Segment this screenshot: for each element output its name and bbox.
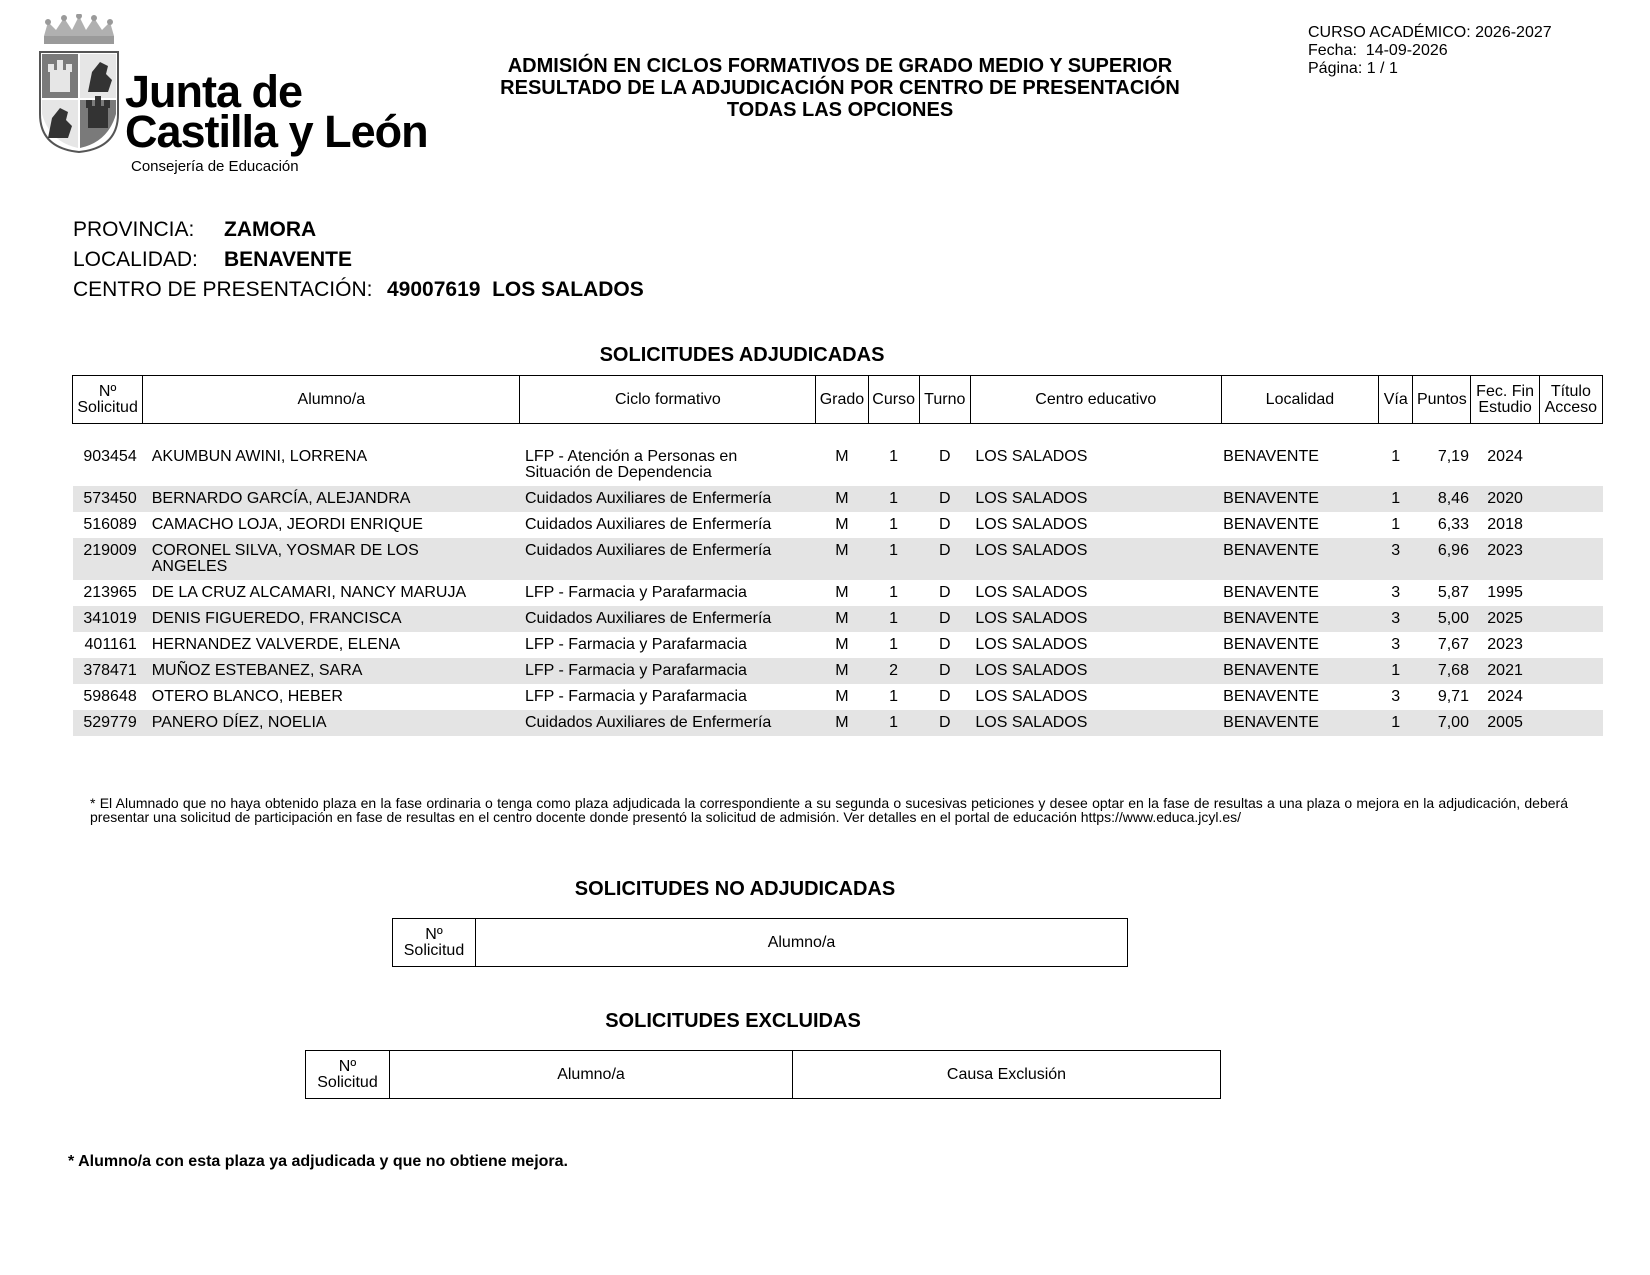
cell-grado: M (835, 584, 849, 601)
col-causa-exclusion: Causa Exclusión (793, 1051, 1221, 1099)
table-row (73, 632, 1603, 658)
cell-titulo-acceso (1539, 486, 1602, 512)
cell-ciclo: Cuidados Auxiliares de Enfermería (520, 486, 816, 512)
cell-ciclo: Cuidados Auxiliares de Enfermería (524, 516, 772, 533)
col-curso: Curso (868, 376, 919, 424)
table-row (73, 658, 1603, 684)
cell-alumno: AKUMBUN AWINI, LORRENA (151, 448, 368, 465)
table-header-row (73, 376, 1603, 424)
cell-curso: 1 (889, 584, 899, 601)
cell-fec-fin: 1995 (1487, 584, 1523, 601)
col-localidad: Localidad (1221, 376, 1379, 424)
cell-turno: D (939, 636, 951, 653)
cell-alumno: DE LA CRUZ ALCAMARI, NANCY MARUJA (151, 584, 467, 601)
cell-alumno: DENIS FIGUEREDO, FRANCISCA (143, 606, 520, 632)
cell-fec-fin: 2005 (1471, 710, 1539, 736)
cell-via: 3 (1379, 606, 1413, 632)
cell-localidad: BENAVENTE (1221, 658, 1379, 684)
cell-grado: M (835, 516, 849, 533)
academic-year: CURSO ACADÉMICO: 2026-2027 (1308, 24, 1552, 41)
cell-turno: D (939, 516, 951, 533)
table-row (73, 512, 1603, 538)
cell-num-solicitud: 516089 (83, 516, 137, 533)
cell-titulo-acceso (1539, 606, 1602, 632)
cell-localidad: BENAVENTE (1221, 486, 1379, 512)
cell-via: 1 (1391, 448, 1401, 465)
report-title-line1: ADMISIÓN EN CICLOS FORMATIVOS DE GRADO MEDIO Y SUPERIOR (507, 55, 1173, 77)
cell-num-solicitud: 213965 (83, 584, 137, 601)
cell-grado: M (835, 636, 849, 653)
cell-ciclo: LFP - Atención a Personas en Situación de Dependencia (524, 448, 738, 481)
cell-titulo-acceso (1539, 538, 1602, 580)
cell-turno: D (919, 486, 970, 512)
table-header-row (393, 919, 1128, 967)
cell-fec-fin: 2018 (1487, 516, 1523, 533)
col-grado: Grado (816, 376, 868, 424)
logo-subtitle: Consejería de Educación (131, 158, 299, 175)
cell-titulo-acceso (1539, 710, 1602, 736)
col-num-solicitud: Nº Solicitud (393, 919, 476, 967)
cell-ciclo: Cuidados Auxiliares de Enfermería (520, 606, 816, 632)
provincia-value: ZAMORA (224, 218, 317, 241)
cell-alumno: OTERO BLANCO, HEBER (151, 688, 343, 705)
cell-via: 3 (1391, 584, 1401, 601)
cell-turno: D (939, 448, 951, 465)
col-num-solicitud: Nº Solicitud (73, 376, 143, 424)
cell-localidad: BENAVENTE (1221, 538, 1379, 580)
cell-titulo-acceso (1539, 632, 1602, 658)
cell-titulo-acceso (1539, 684, 1602, 710)
cell-via: 3 (1379, 538, 1413, 580)
cell-turno: D (919, 658, 970, 684)
cell-titulo-acceso (1539, 580, 1602, 606)
table-row (73, 538, 1603, 580)
cell-localidad: BENAVENTE (1223, 516, 1319, 533)
logo-text-line1: Junta de (125, 66, 303, 117)
cell-turno: D (939, 688, 951, 705)
cell-centro: LOS SALADOS (970, 658, 1221, 684)
cell-via: 1 (1379, 658, 1413, 684)
table-row (73, 486, 1603, 512)
cell-puntos: 5,00 (1413, 606, 1471, 632)
no-adjudicadas-title: SOLICITUDES NO ADJUDICADAS (574, 878, 896, 900)
cell-curso: 1 (868, 538, 919, 580)
cell-curso: 1 (889, 688, 899, 705)
col-turno: Turno (919, 376, 970, 424)
cell-centro: LOS SALADOS (975, 688, 1088, 705)
cell-curso: 2 (868, 658, 919, 684)
col-titulo-acceso: Título Acceso (1539, 376, 1602, 424)
cell-alumno: HERNANDEZ VALVERDE, ELENA (151, 636, 401, 653)
report-title-line3: TODAS LAS OPCIONES (726, 99, 954, 121)
cell-grado: M (816, 486, 868, 512)
table-row (73, 606, 1603, 632)
cell-curso: 1 (889, 636, 899, 653)
cell-num-solicitud: 401161 (84, 636, 137, 653)
cell-puntos: 6,96 (1413, 538, 1471, 580)
cell-curso: 1 (889, 448, 899, 465)
cell-num-solicitud: 598648 (83, 688, 137, 705)
cell-grado: M (816, 606, 868, 632)
cell-ciclo: LFP - Farmacia y Parafarmacia (520, 658, 816, 684)
cell-puntos: 7,00 (1413, 710, 1471, 736)
excluidas-table (305, 1050, 1221, 1099)
cell-curso: 1 (868, 606, 919, 632)
cell-grado: M (816, 658, 868, 684)
table-row (73, 684, 1603, 710)
cell-curso: 1 (889, 516, 899, 533)
cell-localidad: BENAVENTE (1223, 688, 1319, 705)
final-note: * Alumno/a con esta plaza ya adjudicada y que no obtiene mejora. (68, 1153, 568, 1170)
cell-num-solicitud: 219009 (73, 538, 143, 580)
cell-turno: D (919, 538, 970, 580)
excluidas-title: SOLICITUDES EXCLUIDAS (605, 1010, 861, 1032)
table-header-row (306, 1051, 1221, 1099)
col-via: Vía (1379, 376, 1413, 424)
cell-turno: D (919, 606, 970, 632)
cell-fec-fin: 2023 (1487, 636, 1523, 653)
col-alumno: Alumno/a (143, 376, 520, 424)
cell-centro: LOS SALADOS (975, 584, 1088, 601)
cell-num-solicitud: 573450 (73, 486, 143, 512)
centro-value: 49007619 LOS SALADOS (387, 278, 644, 301)
table-row (73, 710, 1603, 736)
cell-via: 1 (1379, 486, 1413, 512)
cell-localidad: BENAVENTE (1221, 606, 1379, 632)
junta-logo (38, 14, 128, 154)
cell-via: 3 (1391, 688, 1401, 705)
cell-centro: LOS SALADOS (975, 636, 1088, 653)
col-num-solicitud: Nº Solicitud (306, 1051, 390, 1099)
adjudicadas-title: SOLICITUDES ADJUDICADAS (599, 344, 885, 366)
cell-curso: 1 (868, 486, 919, 512)
cell-alumno: BERNARDO GARCÍA, ALEJANDRA (143, 486, 520, 512)
cell-fec-fin: 2024 (1487, 448, 1523, 465)
page-number: Página: 1 / 1 (1308, 60, 1398, 77)
localidad-value: BENAVENTE (224, 248, 352, 271)
col-ciclo: Ciclo formativo (520, 376, 816, 424)
cell-centro: LOS SALADOS (970, 710, 1221, 736)
report-date: Fecha: 14-09-2026 (1308, 42, 1448, 59)
cell-num-solicitud: 341019 (73, 606, 143, 632)
cell-titulo-acceso (1539, 658, 1602, 684)
cell-centro: LOS SALADOS (975, 516, 1088, 533)
cell-puntos: 7,67 (1437, 636, 1469, 653)
cell-ciclo: Cuidados Auxiliares de Enfermería (520, 710, 816, 736)
col-alumno: Alumno/a (476, 919, 1128, 967)
cell-alumno: MUÑOZ ESTEBANEZ, SARA (143, 658, 520, 684)
coat-of-arms-icon (38, 14, 128, 154)
cell-localidad: BENAVENTE (1223, 636, 1319, 653)
cell-centro: LOS SALADOS (970, 538, 1221, 580)
cell-num-solicitud: 903454 (83, 448, 137, 465)
cell-turno: D (939, 584, 951, 601)
cell-puntos: 9,71 (1437, 688, 1469, 705)
col-centro: Centro educativo (970, 376, 1221, 424)
cell-via: 1 (1391, 516, 1401, 533)
cell-turno: D (919, 710, 970, 736)
cell-titulo-acceso (1539, 444, 1602, 486)
cell-fec-fin: 2023 (1471, 538, 1539, 580)
cell-num-solicitud: 378471 (73, 658, 143, 684)
cell-puntos: 6,33 (1437, 516, 1469, 533)
cell-puntos: 8,46 (1413, 486, 1471, 512)
cell-curso: 1 (868, 710, 919, 736)
cell-puntos: 5,87 (1437, 584, 1469, 601)
cell-centro: LOS SALADOS (970, 606, 1221, 632)
cell-fec-fin: 2025 (1471, 606, 1539, 632)
cell-ciclo: Cuidados Auxiliares de Enfermería (520, 538, 816, 580)
cell-via: 1 (1379, 710, 1413, 736)
col-alumno: Alumno/a (390, 1051, 793, 1099)
cell-num-solicitud: 529779 (73, 710, 143, 736)
logo-text-line2: Castilla y León (125, 106, 428, 157)
cell-grado: M (835, 448, 849, 465)
cell-puntos: 7,68 (1413, 658, 1471, 684)
cell-centro: LOS SALADOS (970, 486, 1221, 512)
cell-grado: M (816, 538, 868, 580)
cell-ciclo: LFP - Farmacia y Parafarmacia (524, 688, 747, 705)
cell-localidad: BENAVENTE (1223, 448, 1319, 465)
no-adjudicadas-table (392, 918, 1128, 967)
cell-via: 3 (1391, 636, 1401, 653)
cell-alumno: CAMACHO LOJA, JEORDI ENRIQUE (151, 516, 423, 533)
cell-localidad: BENAVENTE (1223, 584, 1319, 601)
table-row (73, 580, 1603, 606)
centro-label: CENTRO DE PRESENTACIÓN: (73, 278, 373, 301)
provincia-label: PROVINCIA: (73, 218, 195, 241)
resultas-footnote: * El Alumnado que no haya obtenido plaza en la fase ordinaria o tenga como plaza adjudicada la correspondiente a su segunda o sucesivas peticiones y desee optar en la fase de resultas a una plaza o mejora en la adjudicación, deberá presentar una solicitud de participación en fase de resultas en el centro docente donde presentó la solicitud de admisión. Ver detalles en el portal de educación https://www.educa.jcyl.es/ (90, 795, 1568, 825)
cell-fec-fin: 2020 (1471, 486, 1539, 512)
cell-alumno: CORONEL SILVA, YOSMAR DE LOS ANGELES (143, 538, 520, 580)
cell-puntos: 7,19 (1437, 448, 1469, 465)
localidad-label: LOCALIDAD: (73, 248, 198, 271)
adjudicadas-table (72, 375, 1603, 736)
cell-localidad: BENAVENTE (1221, 710, 1379, 736)
cell-grado: M (835, 688, 849, 705)
cell-titulo-acceso (1539, 512, 1602, 538)
cell-fec-fin: 2024 (1487, 688, 1523, 705)
report-title-line2: RESULTADO DE LA ADJUDICACIÓN POR CENTRO DE PRESENTACIÓN (500, 77, 1180, 99)
col-puntos: Puntos (1413, 376, 1471, 424)
table-row (73, 444, 1603, 486)
cell-centro: LOS SALADOS (975, 448, 1088, 465)
cell-fec-fin: 2021 (1471, 658, 1539, 684)
col-fec-fin: Fec. Fin Estudio (1471, 376, 1539, 424)
cell-grado: M (816, 710, 868, 736)
cell-alumno: PANERO DÍEZ, NOELIA (143, 710, 520, 736)
cell-ciclo: LFP - Farmacia y Parafarmacia (524, 584, 747, 601)
cell-ciclo: LFP - Farmacia y Parafarmacia (524, 636, 747, 653)
